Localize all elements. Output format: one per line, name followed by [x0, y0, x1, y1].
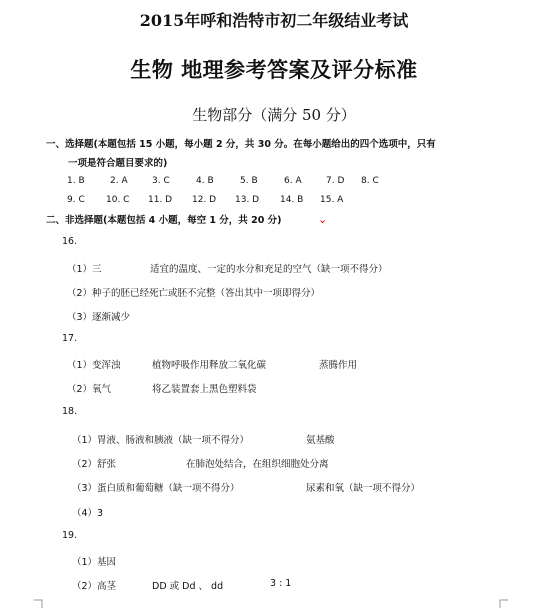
section1-heading: 一、选择题(本题包括 15 小题，每小题 2 分，共 30 分。在每小题给出的四个选项中，只有	[46, 139, 436, 150]
answer-8: 8. C	[361, 176, 379, 186]
q17-answer-1a: （1）变浑浊	[67, 360, 121, 371]
answer-2: 2. A	[110, 176, 128, 186]
q17-answer-1b: 植物呼吸作用释放二氧化碳	[152, 360, 267, 371]
q18-answer-2b: 在肺泡处结合，在组织细胞处分离	[186, 459, 329, 470]
q18-answer-1b: 氨基酸	[306, 435, 335, 446]
answer-3: 3. C	[152, 176, 170, 186]
answer-15: 15. A	[320, 195, 344, 205]
q19-number: 19.	[62, 530, 78, 541]
q16-answer-3: （3）逐渐减少	[67, 312, 131, 323]
q16-answer-1b: 适宜的温度、一定的水分和充足的空气（缺一项不得分）	[150, 264, 388, 275]
red-check-icon: ⌄	[318, 213, 328, 226]
answer-1: 1. B	[67, 176, 85, 186]
section1-heading-cont: 一项是符合题目要求的)	[68, 158, 168, 169]
answer-11: 11. D	[148, 195, 173, 205]
margin-corner-mark-right	[496, 596, 508, 608]
answer-7: 7. D	[326, 176, 345, 186]
answer-5: 5. B	[240, 176, 258, 186]
exam-title: 2015年呼和浩特市初二年级结业考试	[139, 11, 409, 30]
answer-13: 13. D	[235, 195, 260, 205]
section2-heading: 二、非选择题(本题包括 4 小题，每空 1 分，共 20 分)	[46, 215, 282, 226]
part-heading: 生物部分（满分 50 分）	[192, 106, 356, 124]
q19-answer-1: （1）基因	[72, 557, 117, 568]
q18-answer-1a: （1）胃液、肠液和胰液（缺一项不得分）	[72, 435, 250, 446]
answer-6: 6. A	[284, 176, 302, 186]
q18-answer-3a: （3）蛋白质和葡萄糖（缺一项不得分）	[72, 483, 240, 494]
q18-answer-4: （4）3	[72, 508, 104, 519]
q18-number: 18.	[62, 406, 78, 417]
answer-4: 4. B	[196, 176, 214, 186]
answer-12: 12. D	[192, 195, 217, 205]
q19-answer-2b: DD 或 Dd 、 dd	[152, 581, 224, 592]
q18-answer-3b: 尿素和氧（缺一项不得分）	[306, 483, 421, 494]
q17-answer-1c: 蒸腾作用	[319, 360, 358, 371]
answer-14: 14. B	[280, 195, 304, 205]
q16-answer-1a: （1）三	[67, 264, 102, 275]
answer-10: 10. C	[106, 195, 130, 205]
q16-number: 16.	[62, 236, 78, 247]
answer-9: 9. C	[67, 195, 85, 205]
document-subtitle: 生物 地理参考答案及评分标准	[130, 57, 418, 82]
q17-answer-2a: （2）氧气	[67, 384, 112, 395]
q17-answer-2b: 将乙装置套上黑色塑料袋	[152, 384, 257, 395]
margin-corner-mark-left	[34, 596, 46, 608]
q17-number: 17.	[62, 333, 78, 344]
q18-answer-2a: （2）舒张	[72, 459, 117, 470]
q19-answer-2a: （2）高茎	[72, 581, 117, 592]
q16-answer-2: （2）种子的胚已经死亡或胚不完整（答出其中一项即得分）	[67, 288, 321, 299]
q19-answer-2c: 3 : 1	[270, 578, 292, 589]
